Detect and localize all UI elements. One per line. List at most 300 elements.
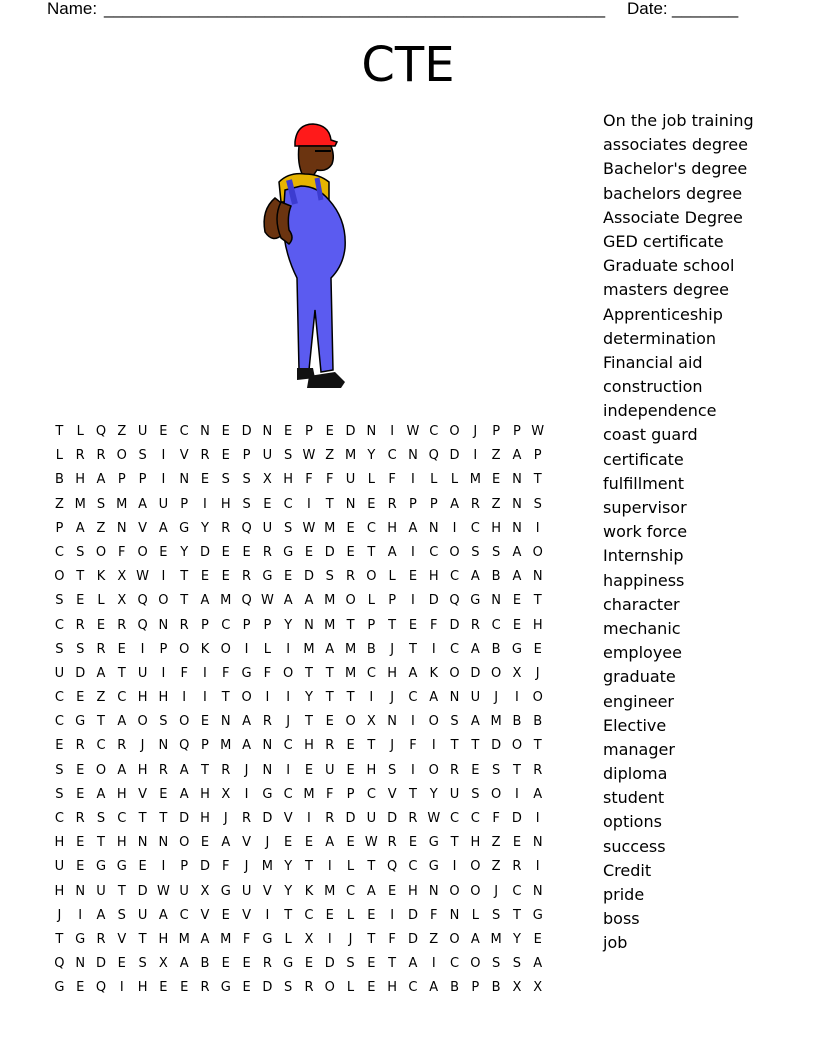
grid-letter[interactable]: R <box>304 980 314 996</box>
grid-letter[interactable]: A <box>96 665 106 681</box>
grid-letter[interactable]: J <box>140 738 145 754</box>
grid-letter[interactable]: S <box>55 762 64 778</box>
grid-letter[interactable]: D <box>199 859 210 875</box>
grid-letter[interactable]: N <box>262 424 273 439</box>
grid-letter[interactable]: J <box>244 762 249 778</box>
grid-letter[interactable]: F <box>409 738 417 754</box>
grid-letter[interactable]: F <box>305 472 313 488</box>
grid-letter[interactable]: O <box>54 569 65 585</box>
grid-letter[interactable]: E <box>221 544 230 560</box>
grid-letter[interactable]: S <box>55 593 64 609</box>
grid-letter[interactable]: F <box>492 811 500 826</box>
grid-letter[interactable]: F <box>263 665 272 681</box>
grid-letter[interactable]: J <box>473 424 478 439</box>
grid-letter[interactable]: O <box>137 714 148 730</box>
grid-letter[interactable]: S <box>96 496 106 512</box>
grid-letter[interactable]: A <box>470 569 480 585</box>
grid-letter[interactable]: U <box>158 496 169 512</box>
grid-letter[interactable]: C <box>283 786 293 802</box>
grid-letter[interactable]: L <box>346 980 355 996</box>
grid-letter[interactable]: Y <box>429 786 438 802</box>
grid-letter[interactable]: E <box>76 980 85 996</box>
grid-letter[interactable]: F <box>388 472 396 488</box>
grid-letter[interactable]: S <box>76 641 85 657</box>
grid-letter[interactable]: I <box>515 786 519 802</box>
grid-letter[interactable]: G <box>75 714 86 730</box>
grid-letter[interactable]: C <box>54 617 64 633</box>
grid-letter[interactable]: C <box>512 883 522 899</box>
grid-letter[interactable]: W <box>156 883 170 899</box>
grid-letter[interactable]: I <box>452 520 457 536</box>
grid-letter[interactable]: V <box>262 883 272 899</box>
grid-letter[interactable]: O <box>158 593 169 609</box>
grid-letter[interactable]: G <box>116 859 127 875</box>
grid-letter[interactable]: Y <box>201 520 209 536</box>
grid-letter[interactable]: I <box>78 907 83 923</box>
grid-letter[interactable]: I <box>244 641 249 657</box>
grid-letter[interactable]: O <box>532 544 543 560</box>
grid-letter[interactable]: X <box>304 931 314 947</box>
grid-letter[interactable]: C <box>179 907 189 923</box>
grid-letter[interactable]: D <box>345 424 356 439</box>
grid-letter[interactable]: H <box>137 980 148 996</box>
grid-letter[interactable]: T <box>325 690 334 706</box>
grid-letter[interactable]: R <box>408 811 418 826</box>
grid-letter[interactable]: N <box>366 424 377 439</box>
grid-letter[interactable]: T <box>304 665 313 681</box>
grid-letter[interactable]: E <box>367 907 376 923</box>
grid-letter[interactable]: P <box>471 980 480 996</box>
grid-letter[interactable]: D <box>179 811 190 826</box>
grid-letter[interactable]: A <box>325 835 335 851</box>
grid-letter[interactable]: I <box>411 593 415 609</box>
grid-letter[interactable]: A <box>158 520 168 536</box>
grid-letter[interactable]: P <box>346 786 355 802</box>
grid-letter[interactable]: M <box>303 786 315 802</box>
grid-letter[interactable]: Q <box>137 593 148 609</box>
grid-letter[interactable]: X <box>512 665 522 681</box>
grid-letter[interactable]: I <box>327 931 332 947</box>
grid-letter[interactable]: O <box>491 665 502 681</box>
grid-letter[interactable]: I <box>390 907 395 923</box>
grid-letter[interactable]: U <box>137 907 148 923</box>
grid-letter[interactable]: A <box>179 786 189 802</box>
grid-letter[interactable]: R <box>75 617 85 633</box>
grid-letter[interactable]: G <box>220 980 231 996</box>
grid-letter[interactable]: S <box>159 714 168 730</box>
grid-letter[interactable]: M <box>116 496 128 512</box>
grid-letter[interactable]: I <box>203 496 207 512</box>
grid-letter[interactable]: P <box>533 448 542 464</box>
grid-letter[interactable]: J <box>286 714 291 730</box>
grid-letter[interactable]: O <box>179 835 190 851</box>
grid-letter[interactable]: N <box>116 520 127 536</box>
grid-letter[interactable]: X <box>366 714 376 730</box>
grid-letter[interactable]: I <box>286 762 291 778</box>
grid-letter[interactable]: E <box>346 544 355 560</box>
grid-letter[interactable]: Q <box>241 520 252 536</box>
grid-letter[interactable]: R <box>179 617 189 633</box>
grid-letter[interactable]: G <box>262 786 273 802</box>
grid-letter[interactable]: E <box>55 738 64 754</box>
grid-letter[interactable]: R <box>96 641 106 657</box>
grid-letter[interactable]: E <box>242 980 251 996</box>
grid-letter[interactable]: E <box>221 569 230 585</box>
grid-letter[interactable]: A <box>470 931 480 947</box>
grid-letter[interactable]: R <box>242 811 252 826</box>
grid-letter[interactable]: S <box>533 496 542 512</box>
grid-letter[interactable]: E <box>304 956 314 972</box>
grid-letter[interactable]: N <box>304 617 314 633</box>
grid-letter[interactable]: C <box>54 544 64 560</box>
grid-letter[interactable]: P <box>159 641 168 657</box>
grid-letter[interactable]: T <box>367 931 376 947</box>
grid-letter[interactable]: E <box>346 835 355 851</box>
grid-letter[interactable]: J <box>494 883 499 899</box>
grid-letter[interactable]: P <box>492 424 501 439</box>
grid-letter[interactable]: S <box>96 811 106 826</box>
grid-letter[interactable]: J <box>390 690 395 706</box>
grid-letter[interactable]: T <box>284 907 293 923</box>
grid-letter[interactable]: V <box>138 520 148 536</box>
grid-letter[interactable]: D <box>407 907 418 923</box>
grid-letter[interactable]: H <box>304 738 314 754</box>
grid-letter[interactable]: R <box>200 980 210 996</box>
name-blank-line[interactable]: _____________________________________________________ <box>104 0 606 18</box>
grid-letter[interactable]: E <box>367 496 376 512</box>
grid-letter[interactable]: O <box>283 665 294 681</box>
grid-letter[interactable]: Z <box>491 835 501 851</box>
grid-letter[interactable]: E <box>117 956 126 972</box>
grid-letter[interactable]: X <box>117 593 127 609</box>
grid-letter[interactable]: N <box>158 835 169 851</box>
grid-letter[interactable]: E <box>325 424 334 439</box>
grid-letter[interactable]: E <box>242 956 251 972</box>
grid-letter[interactable]: F <box>430 907 438 923</box>
grid-letter[interactable]: J <box>265 835 270 851</box>
grid-letter[interactable]: W <box>364 835 378 851</box>
grid-letter[interactable]: R <box>96 931 106 947</box>
grid-letter[interactable]: T <box>117 665 126 681</box>
grid-letter[interactable]: T <box>201 762 209 778</box>
grid-letter[interactable]: M <box>324 520 336 536</box>
grid-letter[interactable]: I <box>431 738 436 754</box>
grid-letter[interactable]: J <box>494 690 499 706</box>
grid-letter[interactable]: T <box>367 738 376 754</box>
grid-letter[interactable]: V <box>179 448 189 464</box>
grid-letter[interactable]: L <box>388 569 396 585</box>
grid-letter[interactable]: U <box>470 690 481 706</box>
grid-letter[interactable]: Z <box>491 496 501 512</box>
grid-letter[interactable]: A <box>408 520 418 536</box>
grid-letter[interactable]: E <box>512 593 522 609</box>
grid-letter[interactable]: T <box>325 665 334 681</box>
grid-letter[interactable]: L <box>367 472 375 488</box>
grid-letter[interactable]: E <box>159 424 168 439</box>
grid-letter[interactable]: H <box>54 883 65 899</box>
grid-letter[interactable]: A <box>408 665 418 681</box>
grid-letter[interactable]: H <box>116 835 127 851</box>
grid-letter[interactable]: U <box>345 472 356 488</box>
grid-letter[interactable]: J <box>244 859 249 875</box>
grid-letter[interactable]: O <box>449 544 460 560</box>
grid-letter[interactable]: G <box>532 907 543 923</box>
grid-letter[interactable]: H <box>532 617 543 633</box>
grid-letter[interactable]: U <box>179 883 189 899</box>
grid-letter[interactable]: R <box>75 448 85 464</box>
grid-letter[interactable]: G <box>220 883 231 899</box>
grid-letter[interactable]: S <box>450 714 459 730</box>
grid-letter[interactable]: Z <box>54 496 64 512</box>
grid-letter[interactable]: Y <box>180 544 189 560</box>
grid-letter[interactable]: X <box>221 786 231 802</box>
grid-letter[interactable]: S <box>76 544 85 560</box>
grid-letter[interactable]: Q <box>137 617 148 633</box>
grid-letter[interactable]: D <box>345 811 356 826</box>
grid-letter[interactable]: E <box>388 883 397 899</box>
grid-letter[interactable]: C <box>96 738 106 754</box>
grid-letter[interactable]: R <box>346 569 356 585</box>
grid-letter[interactable]: H <box>470 835 481 851</box>
grid-letter[interactable]: T <box>76 569 85 585</box>
grid-letter[interactable]: I <box>307 496 311 512</box>
grid-letter[interactable]: R <box>262 544 272 560</box>
grid-letter[interactable]: G <box>95 859 107 875</box>
grid-letter[interactable]: V <box>387 786 397 802</box>
grid-letter[interactable]: D <box>470 665 481 681</box>
date-blank-line[interactable]: _______ <box>672 0 739 18</box>
grid-letter[interactable]: T <box>408 786 417 802</box>
grid-letter[interactable]: A <box>325 641 335 657</box>
grid-letter[interactable]: S <box>55 641 64 657</box>
grid-letter[interactable]: E <box>200 714 210 730</box>
grid-letter[interactable]: G <box>241 665 252 681</box>
grid-letter[interactable]: C <box>54 690 64 706</box>
grid-letter[interactable]: S <box>138 956 147 972</box>
grid-letter[interactable]: Z <box>491 448 501 464</box>
grid-letter[interactable]: E <box>200 569 210 585</box>
grid-letter[interactable]: W <box>136 569 150 585</box>
grid-letter[interactable]: Q <box>387 859 398 875</box>
grid-letter[interactable]: O <box>366 569 377 585</box>
grid-letter[interactable]: S <box>492 544 501 560</box>
grid-letter[interactable]: O <box>449 931 460 947</box>
grid-letter[interactable]: M <box>324 593 336 609</box>
grid-letter[interactable]: T <box>533 738 542 754</box>
grid-letter[interactable]: Z <box>96 520 106 536</box>
grid-letter[interactable]: F <box>388 931 396 947</box>
grid-letter[interactable]: V <box>242 907 252 923</box>
grid-letter[interactable]: C <box>408 859 418 875</box>
grid-letter[interactable]: E <box>138 859 147 875</box>
grid-letter[interactable]: E <box>242 544 251 560</box>
grid-letter[interactable]: F <box>222 859 230 875</box>
grid-letter[interactable]: M <box>344 665 357 681</box>
grid-letter[interactable]: U <box>325 762 335 778</box>
grid-letter[interactable]: L <box>76 424 84 439</box>
grid-letter[interactable]: U <box>262 448 273 464</box>
grid-letter[interactable]: M <box>74 496 86 512</box>
grid-letter[interactable]: A <box>533 786 543 802</box>
grid-letter[interactable]: T <box>117 883 126 899</box>
grid-letter[interactable]: I <box>515 690 519 706</box>
grid-letter[interactable]: J <box>223 811 228 826</box>
grid-letter[interactable]: I <box>411 714 415 730</box>
grid-letter[interactable]: N <box>428 520 439 536</box>
grid-letter[interactable]: T <box>533 472 542 488</box>
grid-letter[interactable]: U <box>262 520 273 536</box>
grid-letter[interactable]: A <box>117 714 127 730</box>
grid-letter[interactable]: G <box>75 931 86 947</box>
grid-letter[interactable]: R <box>512 859 522 875</box>
grid-letter[interactable]: B <box>491 569 501 585</box>
grid-letter[interactable]: F <box>222 665 230 681</box>
grid-letter[interactable]: N <box>345 496 356 512</box>
grid-letter[interactable]: N <box>532 569 543 585</box>
grid-letter[interactable]: J <box>535 665 540 681</box>
grid-letter[interactable]: Q <box>179 738 190 754</box>
grid-letter[interactable]: F <box>326 472 334 488</box>
grid-letter[interactable]: O <box>179 714 190 730</box>
grid-letter[interactable]: I <box>369 690 374 706</box>
grid-letter[interactable]: I <box>452 859 457 875</box>
grid-letter[interactable]: O <box>532 690 543 706</box>
grid-letter[interactable]: H <box>54 835 65 851</box>
grid-letter[interactable]: E <box>117 641 126 657</box>
grid-letter[interactable]: N <box>512 472 522 488</box>
grid-letter[interactable]: C <box>117 690 127 706</box>
grid-letter[interactable]: T <box>367 544 376 560</box>
grid-letter[interactable]: I <box>203 665 207 681</box>
grid-letter[interactable]: L <box>346 907 355 923</box>
grid-letter[interactable]: S <box>284 980 293 996</box>
grid-letter[interactable]: E <box>325 907 334 923</box>
grid-letter[interactable]: F <box>180 665 188 681</box>
grid-letter[interactable]: E <box>408 617 418 633</box>
grid-letter[interactable]: C <box>450 811 460 826</box>
grid-letter[interactable]: V <box>242 835 252 851</box>
grid-letter[interactable]: B <box>533 714 543 730</box>
grid-letter[interactable]: O <box>491 786 502 802</box>
grid-letter[interactable]: N <box>449 690 460 706</box>
grid-letter[interactable]: O <box>345 593 356 609</box>
grid-letter[interactable]: D <box>407 931 418 947</box>
grid-letter[interactable]: H <box>137 762 148 778</box>
word-search-grid[interactable] <box>49 420 548 1001</box>
grid-letter[interactable]: J <box>390 738 395 754</box>
grid-letter[interactable]: R <box>325 811 335 826</box>
grid-letter[interactable]: I <box>473 448 478 464</box>
grid-letter[interactable]: G <box>428 835 439 851</box>
grid-letter[interactable]: O <box>220 641 231 657</box>
grid-letter[interactable]: O <box>345 714 356 730</box>
grid-letter[interactable]: A <box>512 544 522 560</box>
grid-letter[interactable]: P <box>263 617 272 633</box>
grid-letter[interactable]: C <box>366 665 376 681</box>
grid-letter[interactable]: N <box>491 593 501 609</box>
grid-letter[interactable]: G <box>511 641 522 657</box>
grid-letter[interactable]: N <box>512 520 522 536</box>
grid-letter[interactable]: E <box>221 424 230 439</box>
grid-letter[interactable]: P <box>388 593 397 609</box>
grid-letter[interactable]: U <box>241 883 252 899</box>
grid-letter[interactable]: N <box>220 714 231 730</box>
grid-letter[interactable]: P <box>242 448 251 464</box>
grid-letter[interactable]: I <box>431 641 436 657</box>
grid-letter[interactable]: L <box>346 859 355 875</box>
grid-letter[interactable]: E <box>76 786 85 802</box>
grid-letter[interactable]: A <box>429 690 439 706</box>
grid-letter[interactable]: C <box>179 424 189 439</box>
grid-letter[interactable]: R <box>242 569 252 585</box>
grid-letter[interactable]: T <box>55 424 64 439</box>
grid-letter[interactable]: R <box>221 520 231 536</box>
grid-letter[interactable]: M <box>490 714 502 730</box>
grid-letter[interactable]: T <box>367 859 376 875</box>
grid-letter[interactable]: R <box>96 448 106 464</box>
grid-letter[interactable]: T <box>159 811 168 826</box>
grid-letter[interactable]: K <box>304 883 314 899</box>
grid-letter[interactable]: W <box>302 448 316 464</box>
grid-letter[interactable]: O <box>470 883 481 899</box>
grid-letter[interactable]: E <box>533 931 542 947</box>
grid-letter[interactable]: L <box>55 448 64 464</box>
grid-letter[interactable]: B <box>491 641 501 657</box>
grid-letter[interactable]: H <box>387 520 398 536</box>
grid-letter[interactable]: O <box>428 714 439 730</box>
grid-letter[interactable]: H <box>283 472 294 488</box>
grid-letter[interactable]: P <box>367 617 376 633</box>
grid-letter[interactable]: G <box>428 859 439 875</box>
grid-letter[interactable]: O <box>449 883 460 899</box>
grid-letter[interactable]: A <box>470 641 480 657</box>
grid-letter[interactable]: B <box>200 956 210 972</box>
grid-letter[interactable]: O <box>449 665 460 681</box>
grid-letter[interactable]: A <box>533 956 543 972</box>
grid-letter[interactable]: O <box>116 448 127 464</box>
grid-letter[interactable]: I <box>286 690 291 706</box>
grid-letter[interactable]: N <box>408 448 418 464</box>
grid-letter[interactable]: Z <box>491 859 501 875</box>
grid-letter[interactable]: R <box>387 835 397 851</box>
grid-letter[interactable]: E <box>76 593 85 609</box>
grid-letter[interactable]: E <box>159 980 168 996</box>
grid-letter[interactable]: I <box>119 980 124 996</box>
grid-letter[interactable]: L <box>97 593 105 609</box>
grid-letter[interactable]: D <box>303 569 314 585</box>
grid-letter[interactable]: N <box>75 883 86 899</box>
grid-letter[interactable]: I <box>161 859 166 875</box>
grid-letter[interactable]: R <box>262 956 272 972</box>
grid-letter[interactable]: A <box>179 956 189 972</box>
grid-letter[interactable]: P <box>180 859 189 875</box>
grid-letter[interactable]: A <box>283 593 293 609</box>
grid-letter[interactable]: T <box>138 811 147 826</box>
grid-letter[interactable]: A <box>242 738 252 754</box>
grid-letter[interactable]: S <box>346 956 355 972</box>
grid-letter[interactable]: C <box>346 883 356 899</box>
grid-letter[interactable]: O <box>449 424 460 439</box>
grid-letter[interactable]: A <box>429 980 439 996</box>
grid-letter[interactable]: I <box>161 665 166 681</box>
grid-letter[interactable]: T <box>471 738 480 754</box>
grid-letter[interactable]: P <box>180 496 189 512</box>
grid-letter[interactable]: E <box>221 956 230 972</box>
grid-letter[interactable]: I <box>265 690 270 706</box>
grid-letter[interactable]: C <box>470 811 480 826</box>
grid-letter[interactable]: V <box>283 811 293 826</box>
grid-letter[interactable]: A <box>242 714 252 730</box>
